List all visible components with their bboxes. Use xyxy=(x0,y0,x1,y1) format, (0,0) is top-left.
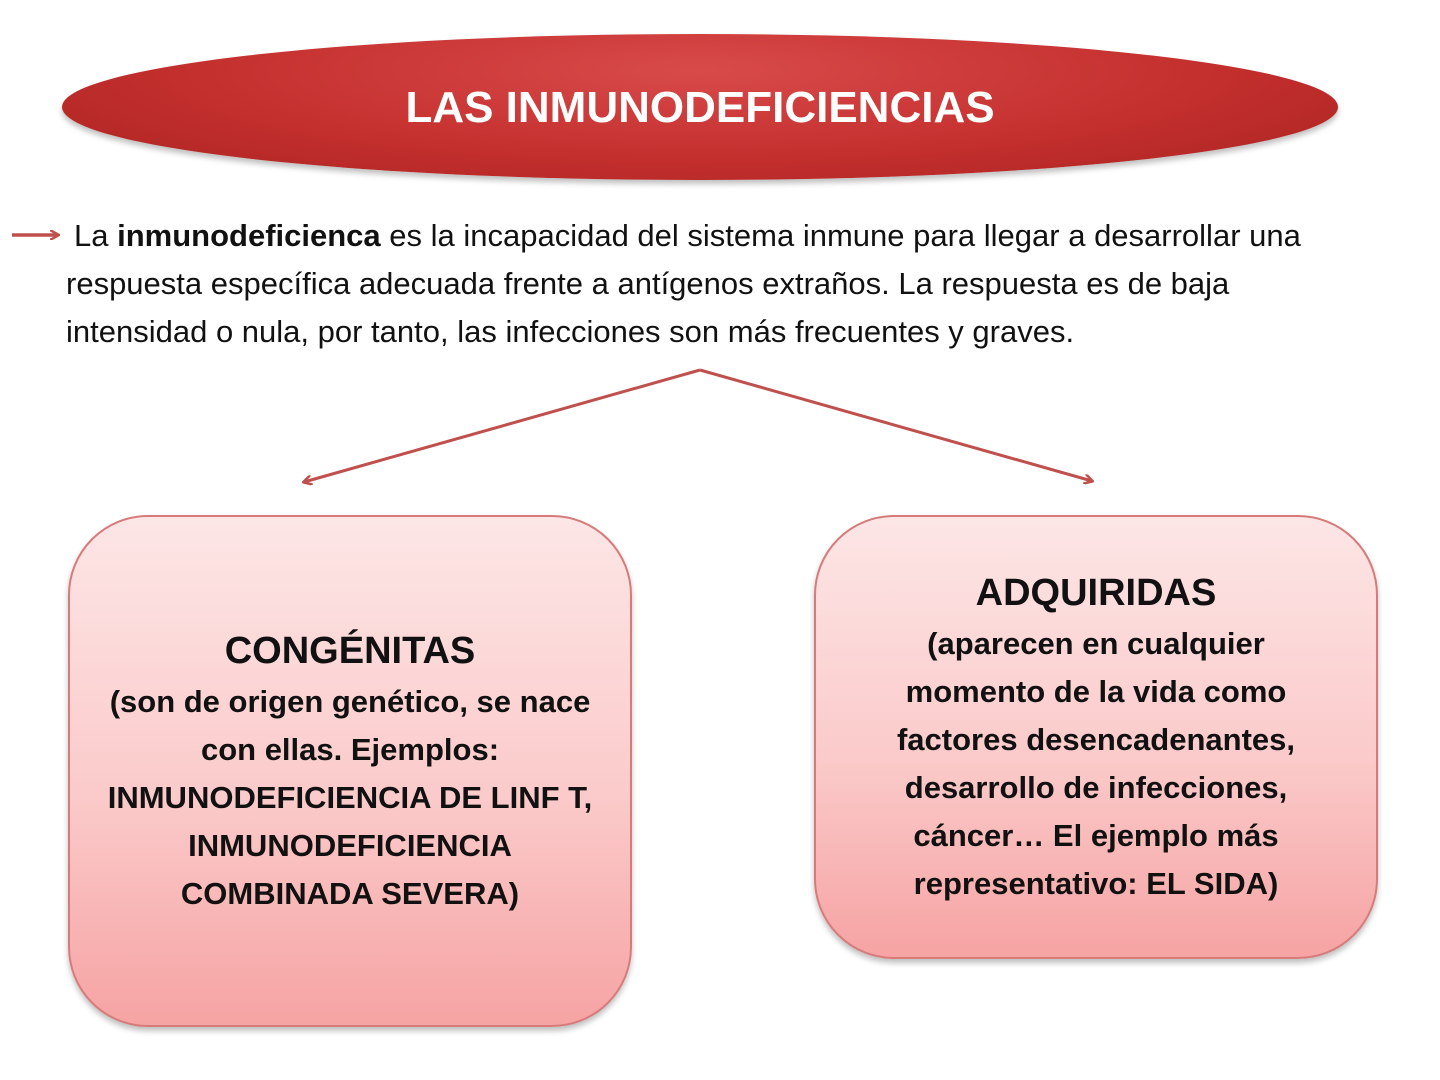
adquiridas-heading: ADQUIRIDAS xyxy=(975,572,1217,614)
congenitas-description: (son de origen genético, se nace con ellas. Ejemplos: INMUNODEFICIENCIA DE LINF T, INMUNODEFICIENCIA COMBINADA SEVERA) xyxy=(107,684,593,911)
arrow-to-adquiridas xyxy=(700,370,1092,481)
intro-paragraph xyxy=(66,212,1366,356)
congenitas-heading: CONGÉNITAS xyxy=(224,630,476,672)
title-banner xyxy=(62,34,1338,180)
intro-prefix: La xyxy=(74,218,118,253)
congenitas-box xyxy=(68,515,632,1027)
intro-term: inmunodeficienca xyxy=(117,218,381,253)
page-title: LAS INMUNODEFICIENCIAS xyxy=(405,83,995,132)
adquiridas-box xyxy=(814,515,1378,959)
adquiridas-description: (aparecen en cualquier momento de la vida como factores desencadenantes, desarrollo de infecciones, cáncer… El ejemplo más representativo: EL SIDA) xyxy=(896,626,1295,901)
arrow-to-congenitas xyxy=(304,370,700,482)
intro-text: es la incapacidad del sistema inmune para llegar a desarrollar una respuesta específica adecuada frente a antígenos extraños. La respuesta es de baja intensidad o nula, por tanto, las infecciones son más frecuentes y graves. xyxy=(66,218,1301,349)
